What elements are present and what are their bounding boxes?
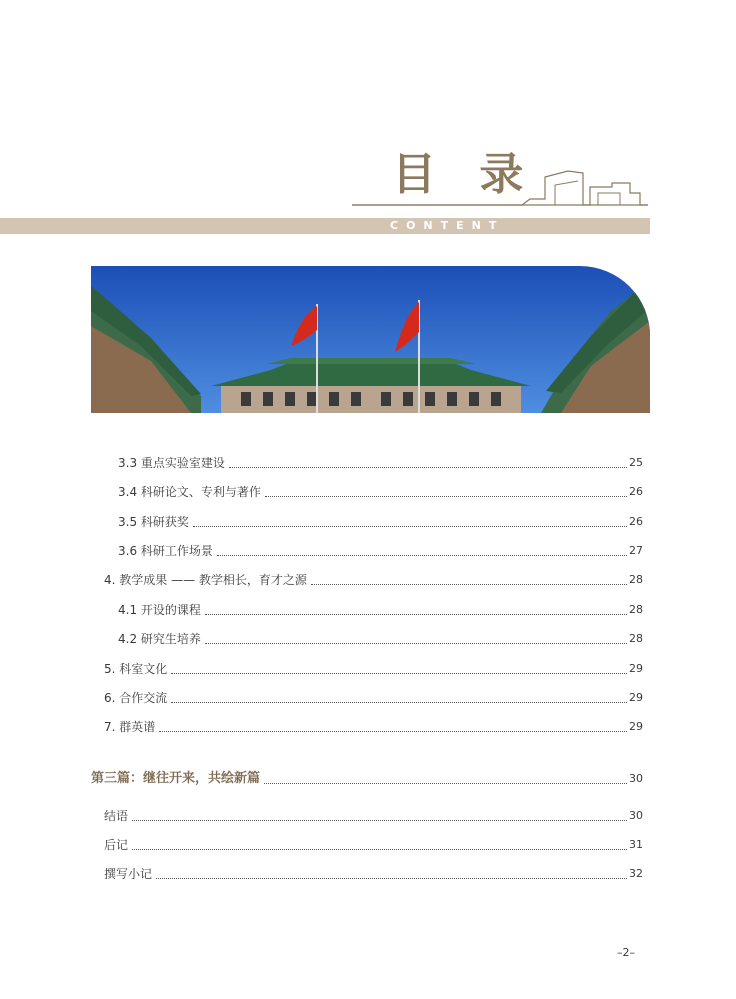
toc-item[interactable] (118, 631, 643, 647)
toc-item[interactable] (104, 572, 643, 588)
toc-page-number: 31 (629, 838, 643, 851)
toc-leader (311, 584, 627, 585)
content-label: CONTENT (390, 219, 505, 232)
page-title: 目 录 (392, 149, 538, 200)
toc-leader (159, 731, 627, 732)
content-band (0, 218, 650, 234)
page-number: –2– (617, 946, 635, 959)
toc-item-label: 3.5 科研获奖 (118, 515, 189, 529)
toc-leader (193, 526, 627, 527)
toc-item[interactable] (118, 602, 643, 618)
toc-item[interactable] (104, 690, 643, 706)
toc-item[interactable] (118, 543, 643, 559)
toc-leader (205, 643, 627, 644)
toc-item-label: 3.6 科研工作场景 (118, 544, 213, 558)
toc-page-number: 29 (629, 662, 643, 675)
toc-item[interactable] (118, 514, 643, 530)
toc-item-label: 4.2 研究生培养 (118, 632, 201, 646)
building-photo (91, 266, 650, 413)
toc-leader (217, 555, 627, 556)
toc-item[interactable] (104, 661, 643, 677)
toc-part-heading[interactable] (91, 771, 643, 787)
toc-leader (132, 849, 627, 850)
toc-item[interactable] (118, 484, 643, 500)
toc-leader (156, 878, 627, 879)
toc-leader (171, 702, 627, 703)
toc-page-number: 27 (629, 544, 643, 557)
toc-item-label: 3.4 科研论文、专利与著作 (118, 485, 261, 499)
toc-item-label: 7. 群英谱 (104, 720, 156, 734)
toc-leader (264, 783, 627, 784)
toc-item-label: 5. 科室文化 (104, 662, 168, 676)
toc-item-label: 4.1 开设的课程 (118, 603, 201, 617)
toc-item-label: 3.3 重点实验室建设 (118, 456, 225, 470)
toc-page-number: 29 (629, 691, 643, 704)
toc-item-label: 后记 (104, 838, 129, 852)
toc-page-number: 26 (629, 485, 643, 498)
toc-page-number: 30 (629, 809, 643, 822)
toc-item-label: 结语 (104, 809, 129, 823)
toc-item[interactable] (104, 808, 643, 824)
toc-page-number: 26 (629, 515, 643, 528)
toc-leader (229, 467, 627, 468)
toc-part-label: 第三篇：继往开来，共绘新篇 (91, 771, 261, 786)
toc-item-label: 6. 合作交流 (104, 691, 168, 705)
toc-leader (171, 673, 627, 674)
toc-leader (132, 820, 627, 821)
toc-item-label: 撰写小记 (104, 867, 153, 881)
toc-page-number: 28 (629, 632, 643, 645)
skyline-line-art (350, 165, 650, 210)
toc-page-number: 28 (629, 603, 643, 616)
toc-item[interactable] (104, 719, 643, 735)
toc-page-number: 32 (629, 867, 643, 880)
toc-page-number: 29 (629, 720, 643, 733)
toc-page-number: 30 (629, 772, 643, 785)
toc-item[interactable] (104, 837, 643, 853)
toc-leader (205, 614, 627, 615)
toc-item[interactable] (118, 455, 643, 471)
toc-item-label: 4. 教学成果 —— 教学相长，育才之源 (104, 573, 307, 587)
toc-page-number: 28 (629, 573, 643, 586)
toc-leader (265, 496, 627, 497)
toc-item[interactable] (104, 866, 643, 882)
toc-page-number: 25 (629, 456, 643, 469)
